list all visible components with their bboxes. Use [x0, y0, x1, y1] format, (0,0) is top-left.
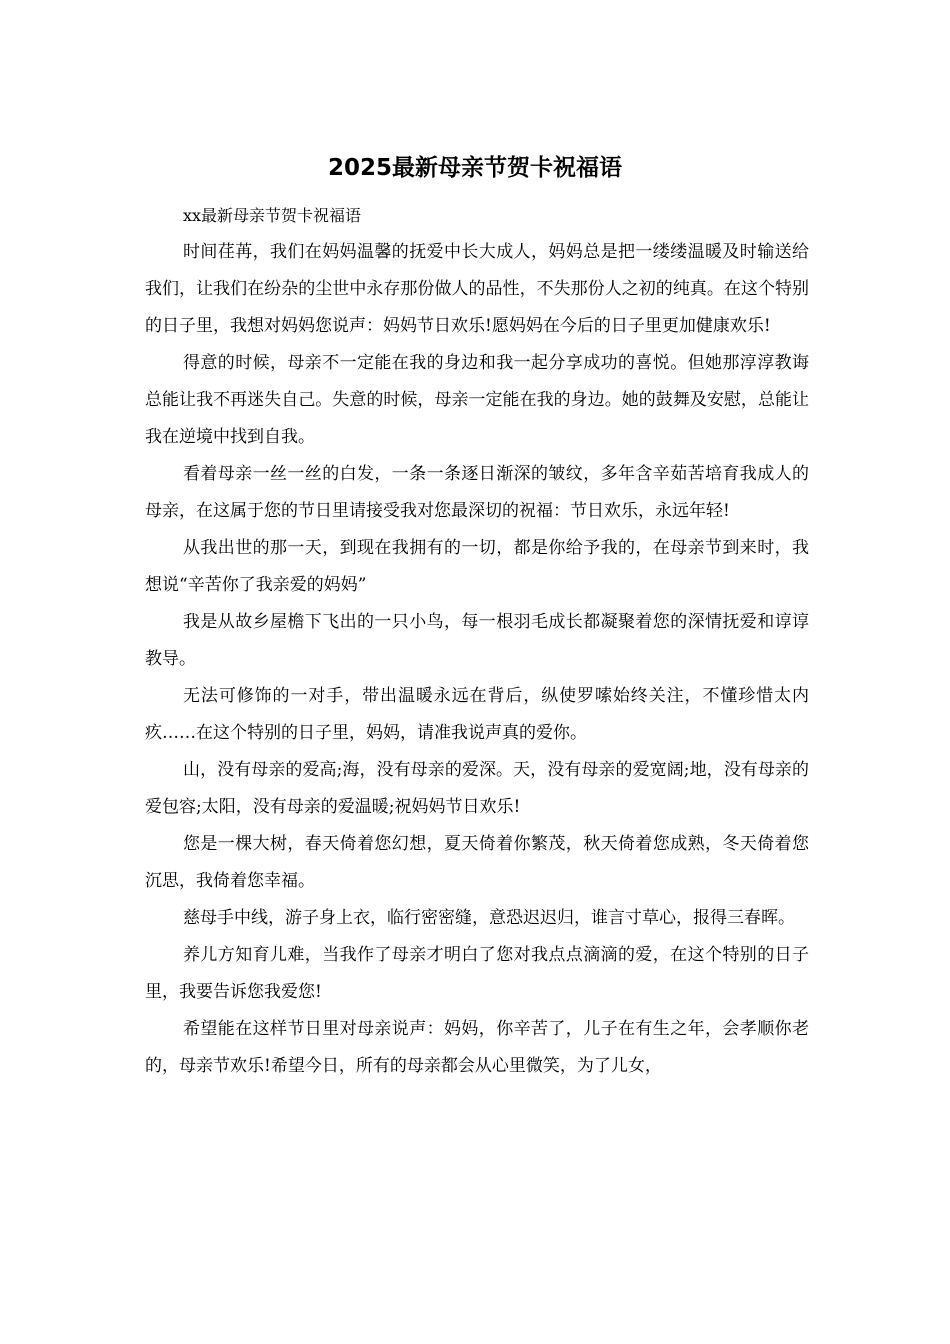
paragraph: 看着母亲一丝一丝的白发，一条一条逐日渐深的皱纹，多年含辛茹苦培育我成人的母亲，在这属于您的节日里请接受我对您最深切的祝福：节日欢乐，永远年轻! [145, 464, 809, 521]
paragraph: 无法可修饰的一对手，带出温暖永远在背后，纵使罗嗦始终关注，不懂珍惜太内疚……在这个特别的日子里，妈妈，请准我说声真的爱你。 [145, 686, 809, 743]
document-subtitle: xx最新母亲节贺卡祝福语 [183, 206, 362, 225]
paragraph: 得意的时候，母亲不一定能在我的身边和我一起分享成功的喜悦。但她那淳淳教诲总能让我不再迷失自己。失意的时候，母亲一定能在我的身边。她的鼓舞及安慰，总能让我在逆境中找到自我。 [145, 353, 809, 447]
paragraph: 养儿方知育儿难，当我作了母亲才明白了您对我点点滴滴的爱，在这个特别的日子里，我要告诉您我爱您! [145, 945, 809, 1002]
paragraph: 您是一棵大树，春天倚着您幻想，夏天倚着你繁茂，秋天倚着您成熟，冬天倚着您沉思，我倚着您幸福。 [145, 834, 809, 891]
paragraph: 从我出世的那一天，到现在我拥有的一切，都是你给予我的，在母亲节到来时，我想说“辛苦你了我亲爱的妈妈” [145, 538, 809, 595]
paragraph: 时间荏苒，我们在妈妈温馨的抚爱中长大成人，妈妈总是把一缕缕温暖及时输送给我们，让我们在纷杂的尘世中永存那份做人的品性，不失那份人之初的纯真。在这个特别的日子里，我想对妈妈您说声：妈妈节日欢乐!愿妈妈在今后的日子里更加健康欢乐! [145, 242, 809, 336]
paragraph: 我是从故乡屋檐下飞出的一只小鸟，每一根羽毛成长都凝聚着您的深情抚爱和谆谆教导。 [145, 612, 809, 669]
paragraph: 山，没有母亲的爱高;海，没有母亲的爱深。天，没有母亲的爱宽阔;地，没有母亲的爱包容;太阳，没有母亲的爱温暖;祝妈妈节日欢乐! [145, 760, 809, 817]
paragraph: 慈母手中线，游子身上衣，临行密密缝，意恐迟迟归，谁言寸草心，报得三春晖。 [183, 908, 795, 928]
document-title: 2025最新母亲节贺卡祝福语 [327, 155, 622, 181]
paragraph: 希望能在这样节日里对母亲说声：妈妈，你辛苦了，儿子在有生之年，会孝顺你老的，母亲节欢乐!希望今日，所有的母亲都会从心里微笑，为了儿女， [145, 1019, 809, 1076]
document-body [145, 197, 809, 1085]
